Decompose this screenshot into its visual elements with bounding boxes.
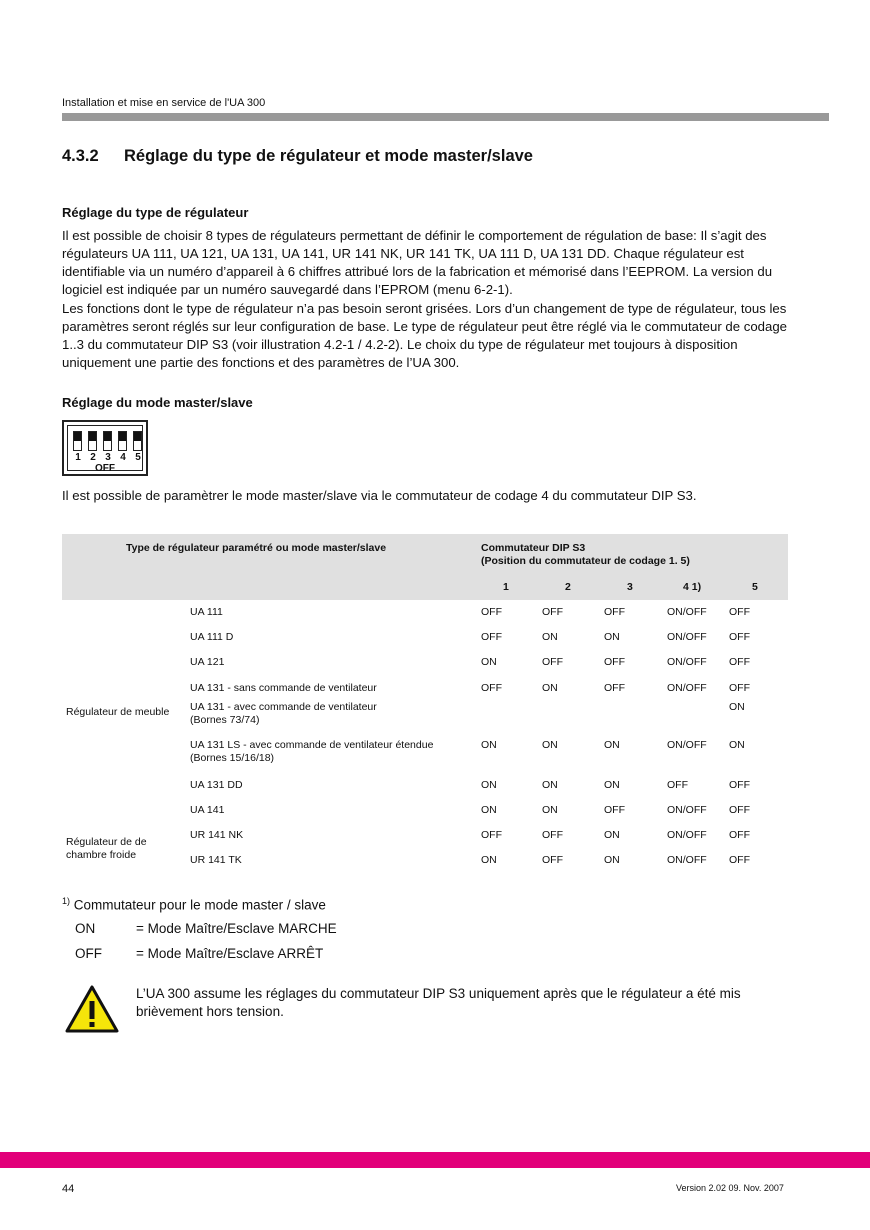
switch-value: OFF xyxy=(604,606,625,618)
switch-value: OFF xyxy=(542,606,563,618)
header-bar xyxy=(62,113,829,121)
switch-value: ON xyxy=(481,779,497,791)
switch-value: OFF xyxy=(604,682,625,694)
table-header xyxy=(62,534,788,600)
regulator-type: UR 141 NK xyxy=(190,829,244,841)
regulator-type: UA 141 xyxy=(190,804,225,816)
warning-icon xyxy=(64,984,120,1034)
switch-value: ON xyxy=(604,829,620,841)
switch-value: OFF xyxy=(729,854,750,866)
switch-value: ON xyxy=(542,804,558,816)
switch-value: ON/OFF xyxy=(667,682,707,694)
switch-value: OFF xyxy=(667,779,688,791)
regulator-type: UA 131 LS - avec commande de ventilateur étendue xyxy=(190,739,434,751)
switch-value: ON/OFF xyxy=(667,854,707,866)
group-label: Régulateur de de chambre froide xyxy=(66,836,147,861)
switch-value: OFF xyxy=(729,656,750,668)
running-header: Installation et mise en service de l'UA 300 xyxy=(62,97,266,109)
footnote xyxy=(62,896,326,913)
warning-text: L’UA 300 assume les réglages du commutateur DIP S3 uniquement après que le régulateur a été mis brièvement hors tension. xyxy=(136,986,741,1019)
paragraph: Il est possible de choisir 8 types de régulateurs permettant de définir le comportement de régulation de base: Il s’agit des régulateurs UA 111, UA 121, UA 131, UA 141, UR 141 NK, UR 141 TK, UA 111 D, UA 131 DD. Chaque régulateur est identifiable via un numéro d’appareil à 6 chiffres attribué lors de la fabrication et mémorisé dans l’EEPROM. La version du logiciel est indiquée par un numéro sauvegardé dans l’EPROM (menu 6-2-1). xyxy=(62,228,773,297)
legend-key: ON xyxy=(75,921,96,936)
header-right-1: Commutateur DIP S3 xyxy=(481,542,586,554)
footnote-text: Commutateur pour le mode master / slave xyxy=(73,897,326,913)
switch-value: OFF xyxy=(729,804,750,816)
col-header: 2 xyxy=(565,581,571,593)
regulator-type: UA 131 DD xyxy=(190,779,243,791)
switch-value: OFF xyxy=(481,606,502,618)
regulator-type: UR 141 TK xyxy=(190,854,242,866)
legend-value: = Mode Maître/Esclave ARRÊT xyxy=(136,946,324,961)
section-title xyxy=(62,147,533,166)
switch-value: ON xyxy=(604,631,620,643)
switch-value: OFF xyxy=(729,682,750,694)
regulator-type: UA 121 xyxy=(190,656,225,668)
section-number: 4.3.2 xyxy=(62,147,99,165)
paragraph: Les fonctions dont le type de régulateur n’a pas besoin seront grisées. Lors d’un changement de type de régulateur, tous les paramètres seront réglés sur leur configuration de base. Le type de régulateur peut être réglé via le commutateur de codage 1..3 du commutateur DIP S3 (voir illustration 4.2-1 / 4.2-2). Le choix du type de régulateur met toujours à disposition uniquement une partie des fonctions et des paramètres de l’UA 300. xyxy=(62,301,788,370)
switch-value: ON xyxy=(604,779,620,791)
col-header: 5 xyxy=(752,581,758,593)
switch-value: ON xyxy=(729,701,745,713)
col-header: 4 1) xyxy=(683,581,702,593)
regulator-type: UA 111 xyxy=(190,606,223,618)
switch-value: ON/OFF xyxy=(667,739,707,751)
switch-value: ON/OFF xyxy=(667,829,707,841)
switch-value: OFF xyxy=(481,682,502,694)
subheading-master-slave: Réglage du mode master/slave xyxy=(62,395,253,410)
regulator-type-note: (Bornes 73/74) xyxy=(190,714,260,726)
legend-key: OFF xyxy=(75,946,102,961)
footer-bar xyxy=(0,1152,870,1168)
switch-value: OFF xyxy=(729,631,750,643)
section-title-text: Réglage du type de régulateur et mode master/slave xyxy=(124,147,533,165)
dip-number: 3 xyxy=(105,452,111,463)
switch-value: OFF xyxy=(542,656,563,668)
switch-value: ON xyxy=(542,739,558,751)
switch-value: ON xyxy=(542,682,558,694)
switch-value: ON xyxy=(481,854,497,866)
switch-value: ON xyxy=(542,779,558,791)
dip-number: 1 xyxy=(75,452,81,463)
switch-value: ON xyxy=(481,804,497,816)
page-number: 44 xyxy=(62,1183,75,1195)
paragraph: Il est possible de paramètrer le mode master/slave via le commutateur de codage 4 du commutateur DIP S3. xyxy=(62,488,697,503)
switch-value: OFF xyxy=(542,854,563,866)
col-header: 3 xyxy=(627,581,633,593)
col-header: 1 xyxy=(503,581,509,593)
dip-number: 2 xyxy=(90,452,96,463)
header-right-2: (Position du commutateur de codage 1. 5) xyxy=(481,555,690,567)
legend-value: = Mode Maître/Esclave MARCHE xyxy=(136,921,337,936)
dip-number: 4 xyxy=(120,452,126,463)
switch-value: OFF xyxy=(729,606,750,618)
switch-value: ON/OFF xyxy=(667,804,707,816)
header-left: Type de régulateur paramétré ou mode master/slave xyxy=(126,542,387,554)
switch-value: OFF xyxy=(481,829,502,841)
regulator-type-note: (Bornes 15/16/18) xyxy=(190,752,275,764)
switch-value: ON xyxy=(481,656,497,668)
switch-value: ON/OFF xyxy=(667,606,707,618)
footnote-mark: 1) xyxy=(62,896,71,906)
switch-value: OFF xyxy=(604,804,625,816)
switch-value: OFF xyxy=(729,779,750,791)
dip-number: 5 xyxy=(135,452,141,463)
switch-value: ON xyxy=(604,739,620,751)
dip-table-body xyxy=(62,600,788,880)
regulator-type: UA 111 D xyxy=(190,631,234,643)
switch-value: OFF xyxy=(481,631,502,643)
switch-value: OFF xyxy=(542,829,563,841)
subheading-regulator-type: Réglage du type de régulateur xyxy=(62,205,249,220)
dip-switch-illustration xyxy=(62,420,148,476)
regulator-type: UA 131 - avec commande de ventilateur xyxy=(190,701,377,713)
switch-value: ON xyxy=(729,739,745,751)
switch-value: ON xyxy=(542,631,558,643)
switch-value: ON/OFF xyxy=(667,656,707,668)
switch-value: OFF xyxy=(729,829,750,841)
version-date: Version 2.02 09. Nov. 2007 xyxy=(676,1183,784,1193)
switch-value: ON/OFF xyxy=(667,631,707,643)
dip-off-label: OFF xyxy=(95,463,115,474)
switch-value: OFF xyxy=(604,656,625,668)
switch-value: ON xyxy=(604,854,620,866)
regulator-type: UA 131 - sans commande de ventilateur xyxy=(190,682,377,694)
switch-value: ON xyxy=(481,739,497,751)
group-label: Régulateur de meuble xyxy=(66,706,170,718)
